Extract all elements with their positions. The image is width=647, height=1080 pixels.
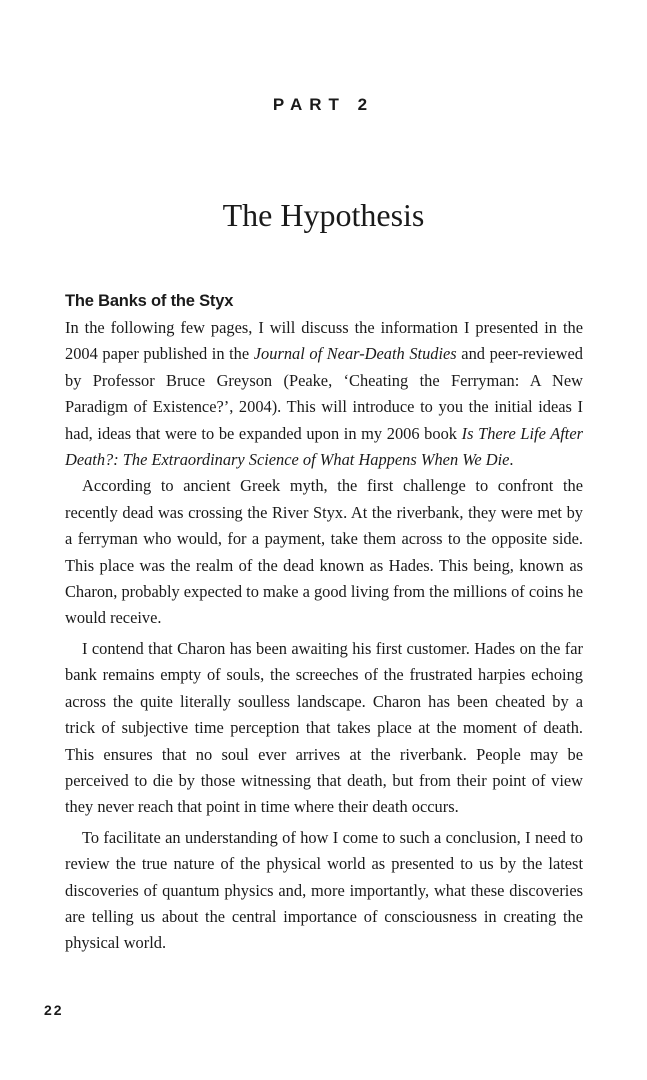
section-heading: The Banks of the Styx xyxy=(65,292,234,310)
paragraph-2: According to ancient Greek myth, the first challenge to confront the recently dead was crossing the River Styx. At the riverbank, they were met by a ferryman who would, for a payment, take them across to the opposite side. This place was the realm of the dead known as Hades. This being, known as Charon, probably expected to make a good living from the millions of coins he would receive. xyxy=(65,476,584,628)
page-number: 22 xyxy=(44,1002,64,1018)
journal-title: Journal of Near-Death Studies xyxy=(253,344,457,364)
paragraph-1-text-c: . xyxy=(509,450,514,470)
paragraph-3: I contend that Charon has been awaiting his first customer. Hades on the far bank remains empty of souls, the screeches of the frustrated harpies echoing across the quite literally soulless landscape. Charon has been cheated by a trick of subjective time perception that takes place at the moment of death. This ensures that no soul ever arrives at the riverbank. People may be perceived to die by those witnessing that death, but from their point of view they never reach that point in time where their death occurs. xyxy=(65,638,583,817)
paragraph-1-text-a: In the following few pages, I will discuss the information I presented in the 2004 paper published in the xyxy=(65,318,583,364)
paragraph-4: To facilitate an understanding of how I come to such a conclusion, I need to review the true nature of the physical world as presented to us by the latest discoveries of quantum physics and, more importantly, what these discoveries are telling us about the central importance of consciousness in creating the physical world. xyxy=(65,827,583,953)
paragraph-1-text-b: and peer-reviewed by Professor Bruce Greyson (Peake, ‘Cheating the Ferryman: A New Paradigm of Existence?’, 2004). This will introduce to you the initial ideas I had, ideas that were to be expanded upon in my 2006 book xyxy=(65,344,583,443)
book-title: Is There Life After Death?: The Extraordinary Science of What Happens When We Die xyxy=(65,423,583,470)
paragraph-1 xyxy=(65,315,583,473)
part-label: PART 2 xyxy=(272,95,375,114)
part-title: The Hypothesis xyxy=(222,197,425,234)
body-text xyxy=(65,315,583,957)
